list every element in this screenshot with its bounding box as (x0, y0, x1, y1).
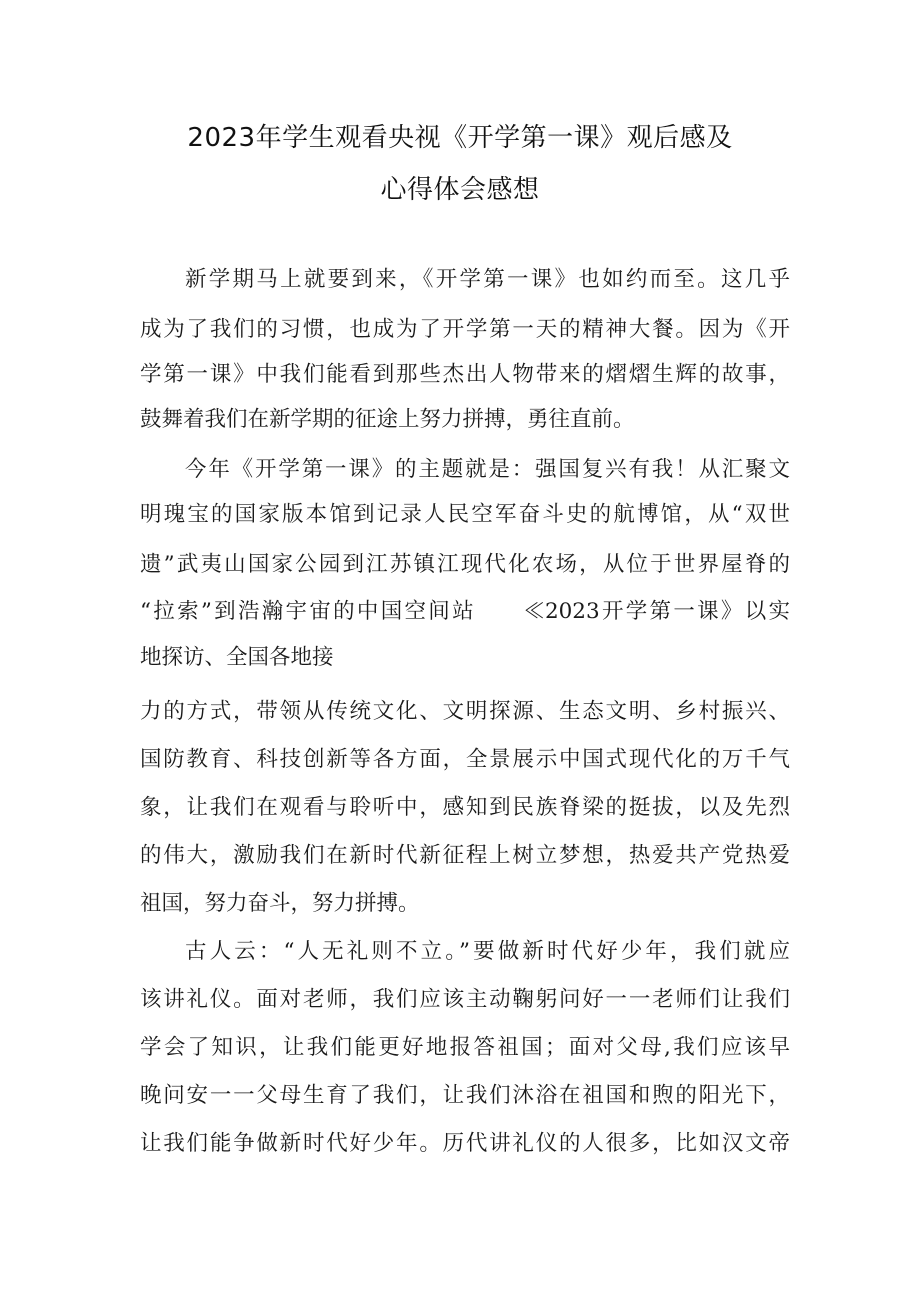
paragraph-3-line-5: 让我们能争做新时代好少年。历代讲礼仪的人很多，比如汉文帝 (140, 1131, 790, 1156)
paragraph-2-line-8: 象，让我们在观看与聆听中，感知到民族脊梁的挺拔，以及先烈 (140, 795, 790, 820)
paragraph-2-line-5: 地探访、全国各地接 (140, 645, 334, 670)
paragraph-1-line-4: 鼓舞着我们在新学期的征途上努力拼搏，勇往直前。 (140, 407, 635, 432)
paragraph-3-line-1: 古人云：“人无礼则不立。”要做新时代好少年，我们就应 (185, 939, 790, 964)
paragraph-2-line-3: 遗”武夷山国家公园到江苏镇江现代化农场，从位于世界屋脊的 (140, 552, 790, 577)
paragraph-3-line-2: 该讲礼仪。面对老师，我们应该主动鞠躬问好一一老师们让我们 (140, 987, 790, 1012)
paragraph-1-line-1: 新学期马上就要到来，《开学第一课》也如约而至。这几乎 (185, 267, 790, 292)
paragraph-2-line-10: 祖国，努力奋斗，努力拼搏。 (140, 891, 420, 916)
paragraph-2-line-2: 明瑰宝的国家版本馆到记录人民空军奋斗史的航博馆，从“双世 (140, 502, 790, 527)
title-line-1: 2023年学生观看央视《开学第一课》观后感及 (187, 123, 733, 153)
paragraph-1-line-2: 成为了我们的习惯，也成为了开学第一天的精神大餐。因为《开 (140, 317, 790, 342)
document-title (0, 112, 920, 216)
title-line-2: 心得体会感想 (380, 175, 540, 205)
paragraph-2-line-9: 的伟大，激励我们在新时代新征程上树立梦想，热爱共产党热爱 (140, 843, 790, 868)
paragraph-2-line-7: 国防教育、科技创新等各方面，全景展示中国式现代化的万千气 (140, 747, 790, 772)
paragraph-2-line-4: “拉索”到浩瀚宇宙的中国空间站 ≪2023开学第一课》以实 (140, 599, 790, 624)
paragraph-3-line-4: 晚问安一一父母生育了我们，让我们沐浴在祖国和煦的阳光下， (140, 1083, 790, 1108)
paragraph-3-line-3: 学会了知识，让我们能更好地报答祖国；面对父母,我们应该早 (140, 1035, 790, 1060)
paragraph-2-line-1: 今年《开学第一课》的主题就是：强国复兴有我！从汇聚文 (185, 457, 790, 482)
paragraph-2-line-6: 力的方式，带领从传统文化、文明探源、生态文明、乡村振兴、 (140, 699, 790, 724)
paragraph-1-line-3: 学第一课》中我们能看到那些杰出人物带来的熠熠生辉的故事， (140, 362, 790, 387)
